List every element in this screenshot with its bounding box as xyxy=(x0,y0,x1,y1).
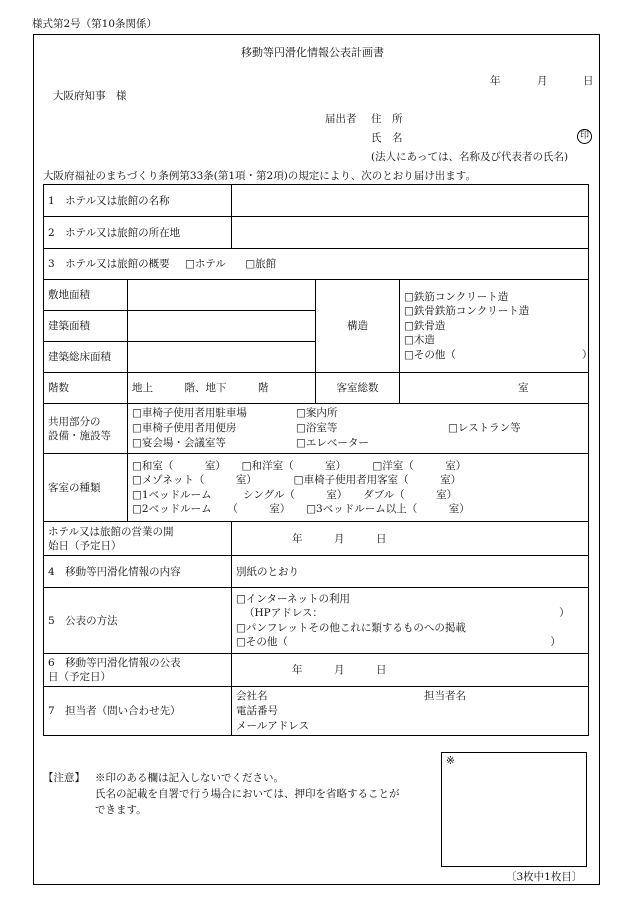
rooms-total-label: 客室総数 xyxy=(316,373,400,404)
addressee: 大阪府知事 様 xyxy=(53,90,127,102)
site-area-label: 敷地面積 xyxy=(44,280,128,311)
common-facilities-label: 共用部分の 設備・施設等 xyxy=(44,404,128,454)
common-option[interactable]: □宴会場・会議室等 xyxy=(132,437,226,449)
room-type-line[interactable]: □和室（ 室） □和洋室（ 室） □洋室（ 室） xyxy=(132,459,467,472)
common-option[interactable]: □レストラン等 xyxy=(448,422,521,434)
corp-note: (法人にあっては、名称及び代表者の氏名) xyxy=(371,151,569,163)
intro-text: 大阪府福祉のまちづくり条例第33条(第1項・第2項)の規定により、次のとおり届け出ます。 xyxy=(43,170,476,182)
info-content-label: 4 移動等円滑化情報の内容 xyxy=(44,556,232,588)
page-count: 〔3枚中1枚目〕 xyxy=(506,871,583,883)
common-option[interactable]: □車椅子使用者用駐車場 xyxy=(132,407,247,419)
contact-label: 7 担当者（問い合わせ先） xyxy=(44,687,232,736)
structure-option[interactable]: □その他（ ） xyxy=(404,348,593,361)
hotel-address-field[interactable] xyxy=(232,217,589,249)
publish-date-field[interactable]: 年 月 日 xyxy=(232,654,589,687)
application-table xyxy=(43,184,593,736)
hotel-name-field[interactable] xyxy=(232,185,589,217)
email-field[interactable]: メールアドレス xyxy=(236,720,309,732)
structure-option[interactable]: □鉄骨鉄筋コンクリート造 xyxy=(404,305,530,318)
common-option[interactable]: □案内所 xyxy=(296,407,338,419)
publish-option[interactable]: □パンフレットその他これに類するものへの掲載 xyxy=(236,621,466,634)
notes-line: 氏名の記載を自署で行う場合においては、押印を省略することが xyxy=(95,788,400,800)
notes-line: ※印のある欄は記入しないでください。 xyxy=(95,772,284,784)
room-types-options[interactable] xyxy=(128,454,589,522)
form-title: 移動等円滑化情報公表計画書 xyxy=(241,46,384,59)
row-hotel-name-label: 1 ホテル又は旅館の名称 xyxy=(44,185,232,217)
phone-field[interactable]: 電話番号 xyxy=(236,705,279,717)
row-hotel-address-label: 2 ホテル又は旅館の所在地 xyxy=(44,217,232,249)
publish-method-options[interactable] xyxy=(232,588,589,654)
contact-fields[interactable] xyxy=(232,687,589,736)
seal-mark: 印 xyxy=(577,129,592,144)
structure-options[interactable] xyxy=(400,280,593,373)
structure-option[interactable]: □鉄骨造 xyxy=(404,319,446,332)
floors-label: 階数 xyxy=(44,373,128,404)
row-hotel-overview xyxy=(44,249,589,280)
structure-option[interactable]: □鉄筋コンクリート造 xyxy=(404,290,509,303)
room-types-label: 客室の種類 xyxy=(44,454,128,522)
common-option[interactable]: □浴室等 xyxy=(296,422,338,434)
notes-label: 【注意】 xyxy=(43,772,85,784)
publish-option[interactable]: □その他（ ） xyxy=(236,636,561,648)
open-date-field[interactable]: 年 月 日 xyxy=(232,522,589,556)
common-option[interactable]: □エレベーター xyxy=(296,437,369,449)
person-name-field[interactable]: 担当者名 xyxy=(424,690,467,702)
office-use-mark: ※ xyxy=(446,755,455,767)
floors-field[interactable]: 地上 階、地下 階 xyxy=(128,373,316,404)
structure-label: 構造 xyxy=(316,280,400,373)
structure-option[interactable]: □木造 xyxy=(404,334,435,347)
form-number: 様式第2号（第10条関係） xyxy=(32,18,158,30)
office-use-box xyxy=(441,752,587,867)
common-option[interactable]: □車椅子使用者用便房 xyxy=(132,422,237,434)
publish-date-label: 6 移動等円滑化情報の公表 日（予定日） xyxy=(44,654,232,687)
overview-label: 3 ホテル又は旅館の概要 xyxy=(48,258,170,270)
company-name-field[interactable]: 会社名 xyxy=(236,690,268,702)
room-type-line[interactable]: □2ベッドルーム （ 室） □3ベッドルーム以上（ 室） xyxy=(132,503,470,515)
publish-method-label: 5 公表の方法 xyxy=(44,588,232,654)
building-area-label: 建築面積 xyxy=(44,311,128,342)
date-year: 年 xyxy=(490,75,501,87)
open-date-label: ホテル又は旅館の営業の開 始日（予定日） xyxy=(44,522,232,556)
publish-option[interactable]: □インターネットの利用 xyxy=(236,592,350,605)
info-content-field: 別紙のとおり xyxy=(232,556,589,588)
name-label: 氏 名 xyxy=(371,132,403,144)
hp-address-field[interactable]: （HPアドレス： ） xyxy=(244,607,570,619)
ryokan-checkbox[interactable]: □旅館 xyxy=(245,258,277,270)
notes-line: できます。 xyxy=(95,804,147,816)
hotel-checkbox[interactable]: □ホテル xyxy=(185,258,226,270)
building-area-field[interactable] xyxy=(128,311,316,342)
room-type-line[interactable]: □1ベッドルーム シングル（ 室） ダブル（ 室） xyxy=(132,488,458,501)
address-label: 住 所 xyxy=(371,113,403,125)
total-floor-area-label: 建築総床面積 xyxy=(44,342,128,373)
date-month: 月 xyxy=(537,75,548,87)
total-floor-area-field[interactable] xyxy=(128,342,316,373)
room-type-line[interactable]: □メゾネット（ 室） □車椅子使用者用客室（ 室） xyxy=(132,474,462,486)
site-area-field[interactable] xyxy=(128,280,316,311)
applicant-label: 届出者 xyxy=(325,113,357,125)
rooms-total-field[interactable]: 室 xyxy=(400,373,589,404)
date-day: 日 xyxy=(583,75,594,87)
common-facilities-options[interactable] xyxy=(128,404,589,454)
